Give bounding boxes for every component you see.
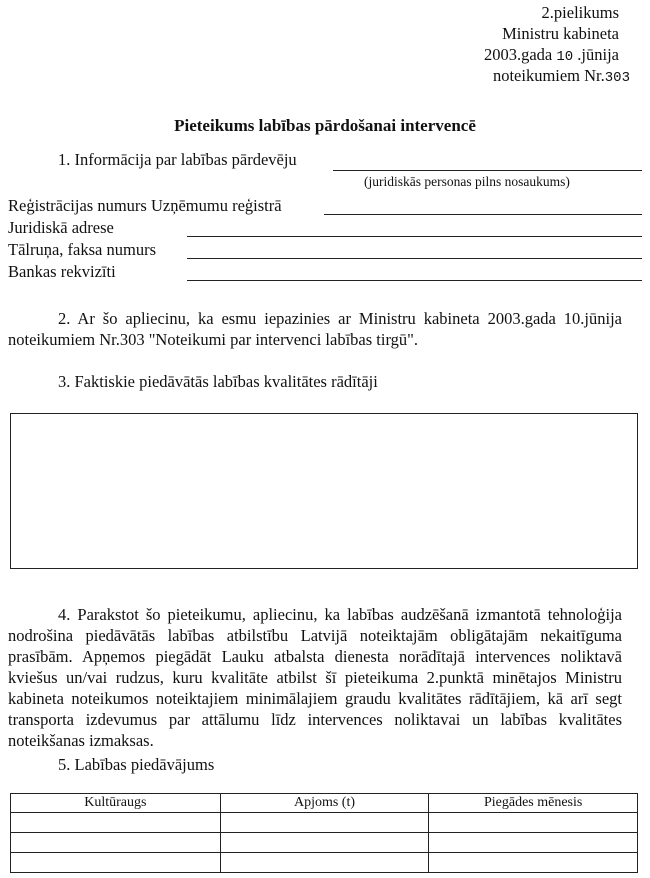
table-cell[interactable] — [220, 833, 429, 853]
phone-fax-label: Tālruņa, faksa numurs — [8, 240, 156, 259]
legal-address-line[interactable] — [187, 236, 642, 237]
grain-offer-table — [10, 793, 638, 873]
table-row — [11, 833, 638, 853]
table-row — [11, 813, 638, 833]
table-cell[interactable] — [429, 833, 638, 853]
column-header-volume: Apjoms (t) — [220, 794, 429, 813]
registration-number-line[interactable] — [324, 214, 642, 215]
table-cell[interactable] — [11, 853, 221, 873]
legal-address-label: Juridiskā adrese — [8, 218, 114, 237]
table-row — [11, 853, 638, 873]
commitment-paragraph: 4. Parakstot šo pieteikumu, apliecinu, ka labības audzēšanā izmantotā tehnoloģija nodrošina piedāvātās labības atbilstību Latvijā noteiktajām obligātajām nekaitīguma prasībām. Apņemos piegādāt Lauku atbalsta dienesta norādītajā intervences noliktavā kviešus un/vai rudzus, kuru kvalitāte atbilst šī pieteikuma 2.punktā minētajos Ministru kabineta noteikumos noteiktajiem minimālajiem graudu kvalitātes rādītājiem, kā arī segt transporta izdevumus par attālumu līdz intervences noliktavai un labības kvalitātes noteikšanas izmaksas. — [8, 605, 622, 750]
table-cell[interactable] — [11, 833, 221, 853]
phone-fax-line[interactable] — [187, 258, 642, 259]
regulation-day: 10 — [556, 49, 574, 65]
table-cell[interactable] — [429, 853, 638, 873]
annex-label: 2.pielikums — [541, 3, 619, 22]
table-cell[interactable] — [220, 813, 429, 833]
regulation-number-value: 303 — [604, 70, 630, 86]
quality-indicators-label: 3. Faktiskie piedāvātās labības kvalitātes rādītāji — [58, 372, 378, 391]
quality-indicators-box[interactable] — [10, 413, 638, 569]
seller-info-label: 1. Informācija par labības pārdevēju — [58, 150, 297, 169]
acknowledgement-paragraph: 2. Ar šo apliecinu, ka esmu iepazinies ar Ministru kabineta 2003.gada 10.jūnija noteikumiem Nr.303 "Noteikumi par intervenci labības tirgū". — [8, 309, 622, 349]
bank-details-label: Bankas rekvizīti — [8, 262, 116, 281]
regulation-date — [484, 45, 619, 65]
seller-name-line[interactable] — [333, 170, 642, 171]
grain-offer-label: 5. Labības piedāvājums — [58, 755, 215, 774]
registration-number-label: Reģistrācijas numurs Uzņēmumu reģistrā — [8, 196, 282, 215]
bank-details-line[interactable] — [187, 280, 642, 281]
seller-name-hint: (juridiskās personas pilns nosaukums) — [364, 174, 570, 189]
column-header-crop: Kultūraugs — [11, 794, 221, 813]
page-title: Pieteikums labības pārdošanai intervencē — [174, 116, 476, 135]
column-header-delivery-month: Piegādes mēnesis — [429, 794, 638, 813]
table-cell[interactable] — [11, 813, 221, 833]
regulation-date-prefix: 2003.gada — [483, 45, 557, 64]
table-cell[interactable] — [429, 813, 638, 833]
table-header-row — [11, 794, 638, 813]
regulation-number — [493, 66, 630, 86]
cabinet-label: Ministru kabineta — [502, 24, 619, 43]
regulation-number-prefix: noteikumiem Nr. — [492, 66, 605, 85]
table-cell[interactable] — [220, 853, 429, 873]
regulation-date-suffix: .jūnija — [573, 45, 619, 64]
